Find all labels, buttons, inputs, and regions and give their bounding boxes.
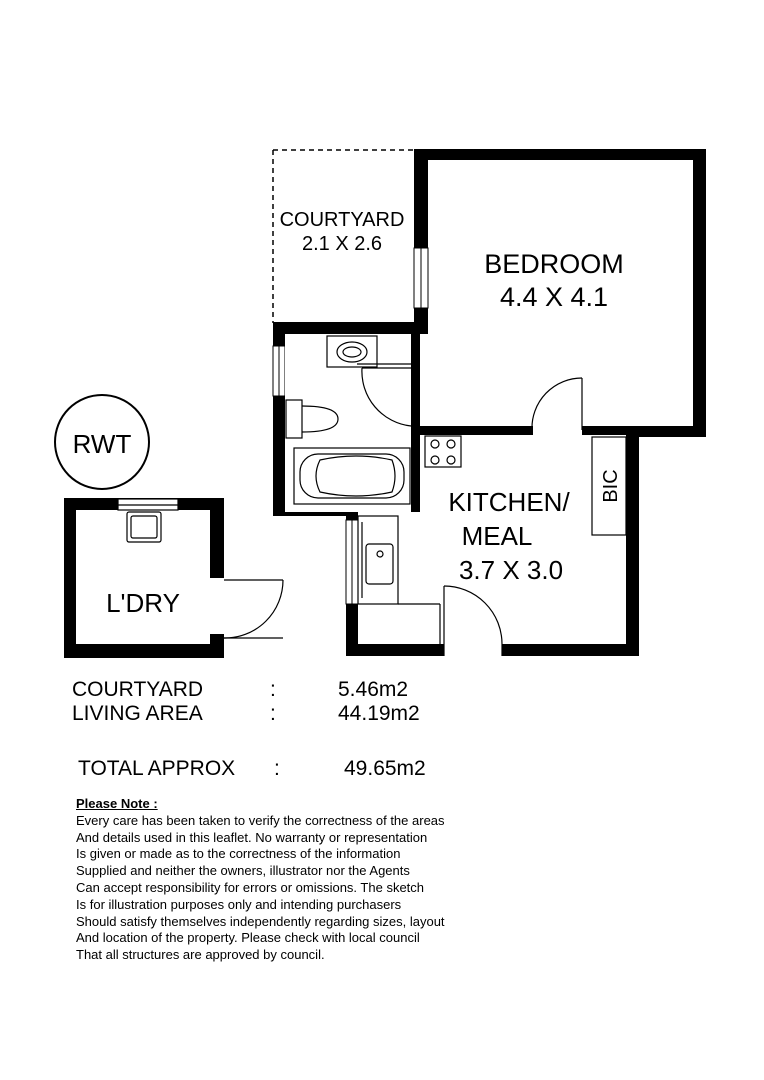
area-separator: : [270,678,276,701]
note-line: Is given or made as to the correctness of the information [76,846,401,862]
courtyard-size: 2.1 X 2.6 [301,233,383,255]
total-separator: : [274,757,280,780]
rwt-label: RWT [72,429,132,459]
note-line: That all structures are approved by council. [76,947,325,963]
area-separator: : [270,702,276,725]
meal-label: MEAL [461,521,533,551]
note-line: Every care has been taken to verify the correctness of the areas [76,812,445,828]
total-value: 49.65m2 [344,757,426,780]
bedroom-door [532,378,582,435]
area-value: 5.46m2 [338,678,409,701]
area-label: LIVING AREA [72,702,203,725]
note-line: Is for illustration purposes only and intending purchasers [76,896,402,912]
kitchen-label: KITCHEN/ [448,487,570,517]
bedroom-size: 4.4 X 4.1 [499,282,609,312]
note-line: And details used in this leaflet. No warranty or representation [76,829,428,845]
entry-door [444,586,502,656]
kitchen-bench [358,516,440,644]
disclaimer-note [76,796,516,964]
note-line: Should satisfy themselves independently regarding sizes, layout [76,913,445,929]
area-label: COURTYARD [72,678,204,701]
note-line: Can accept responsibility for errors or omissions. The sketch [76,879,425,895]
cooktop [425,436,461,467]
kitchen-size: 3.7 X 3.0 [458,555,564,585]
courtyard-label: COURTYARD [279,209,405,231]
laundry-label: L'DRY [106,588,180,618]
area-value: 44.19m2 [338,702,420,725]
laundry-walls [64,498,224,658]
bathroom-fixtures [285,334,411,512]
bic-label: BIC [600,469,622,503]
note-line: Supplied and neither the owners, illustrator nor the Agents [76,863,410,879]
total-label: TOTAL APPROX [78,757,236,780]
note-line: And location of the property. Please check with local council [76,930,420,946]
note-heading: Please Note : [76,796,158,811]
bedroom-label: BEDROOM [484,249,624,279]
